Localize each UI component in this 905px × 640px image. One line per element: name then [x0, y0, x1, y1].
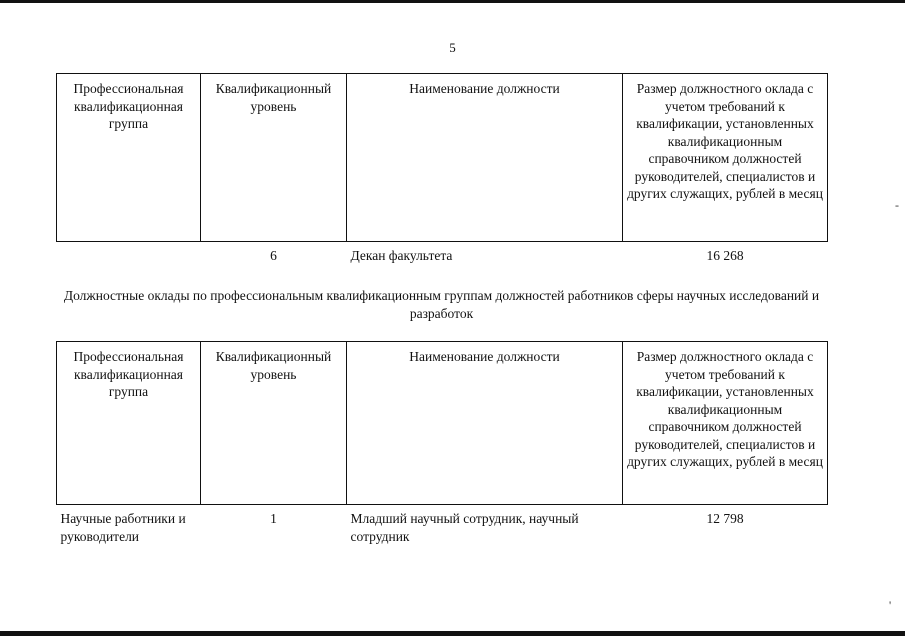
- header-level: Квалификационный уровень: [201, 342, 347, 505]
- header-group: Профессиональная квалификационная группа: [57, 74, 201, 242]
- header-position: Наименование должности: [347, 74, 623, 242]
- cell-position: Младший научный сотрудник, научный сотрудник: [350, 511, 579, 544]
- page-number: 5: [449, 40, 456, 55]
- table-row: [57, 242, 828, 267]
- section-heading: Должностные оклады по профессиональным квалификационным группам должностей работников сферы научных исследований и разработок: [63, 288, 820, 321]
- header-salary: Размер должностного оклада с учетом требований к квалификации, установленных квалификационным справочником должностей руководителей, специалистов и других служащих, рублей в месяц: [623, 342, 828, 505]
- scan-speck: ': [889, 598, 892, 612]
- cell-level: 6: [270, 248, 277, 263]
- header-group: Профессиональная квалификационная группа: [57, 342, 201, 505]
- cell-salary: 12 798: [706, 511, 744, 526]
- header-salary: Размер должностного оклада с учетом требований к квалификации, установленных квалификационным справочником должностей руководителей, специалистов и других служащих, рублей в месяц: [623, 74, 828, 242]
- cell-group: [57, 242, 201, 267]
- header-position: Наименование должности: [347, 342, 623, 505]
- cell-salary: 16 268: [706, 248, 744, 263]
- header-level: Квалификационный уровень: [201, 74, 347, 242]
- scan-speck: -: [895, 198, 899, 212]
- cell-position: Декан факультета: [350, 248, 453, 263]
- table-row: [57, 505, 828, 548]
- scan-top-edge: [0, 0, 905, 3]
- table-header-row: [57, 342, 828, 505]
- table-header-row: [57, 74, 828, 242]
- salary-table-1: [56, 73, 828, 267]
- cell-level: 1: [270, 511, 277, 526]
- salary-table-2: [56, 341, 828, 547]
- cell-group: Научные работники и руководители: [60, 511, 186, 544]
- scan-bottom-edge: [0, 631, 905, 636]
